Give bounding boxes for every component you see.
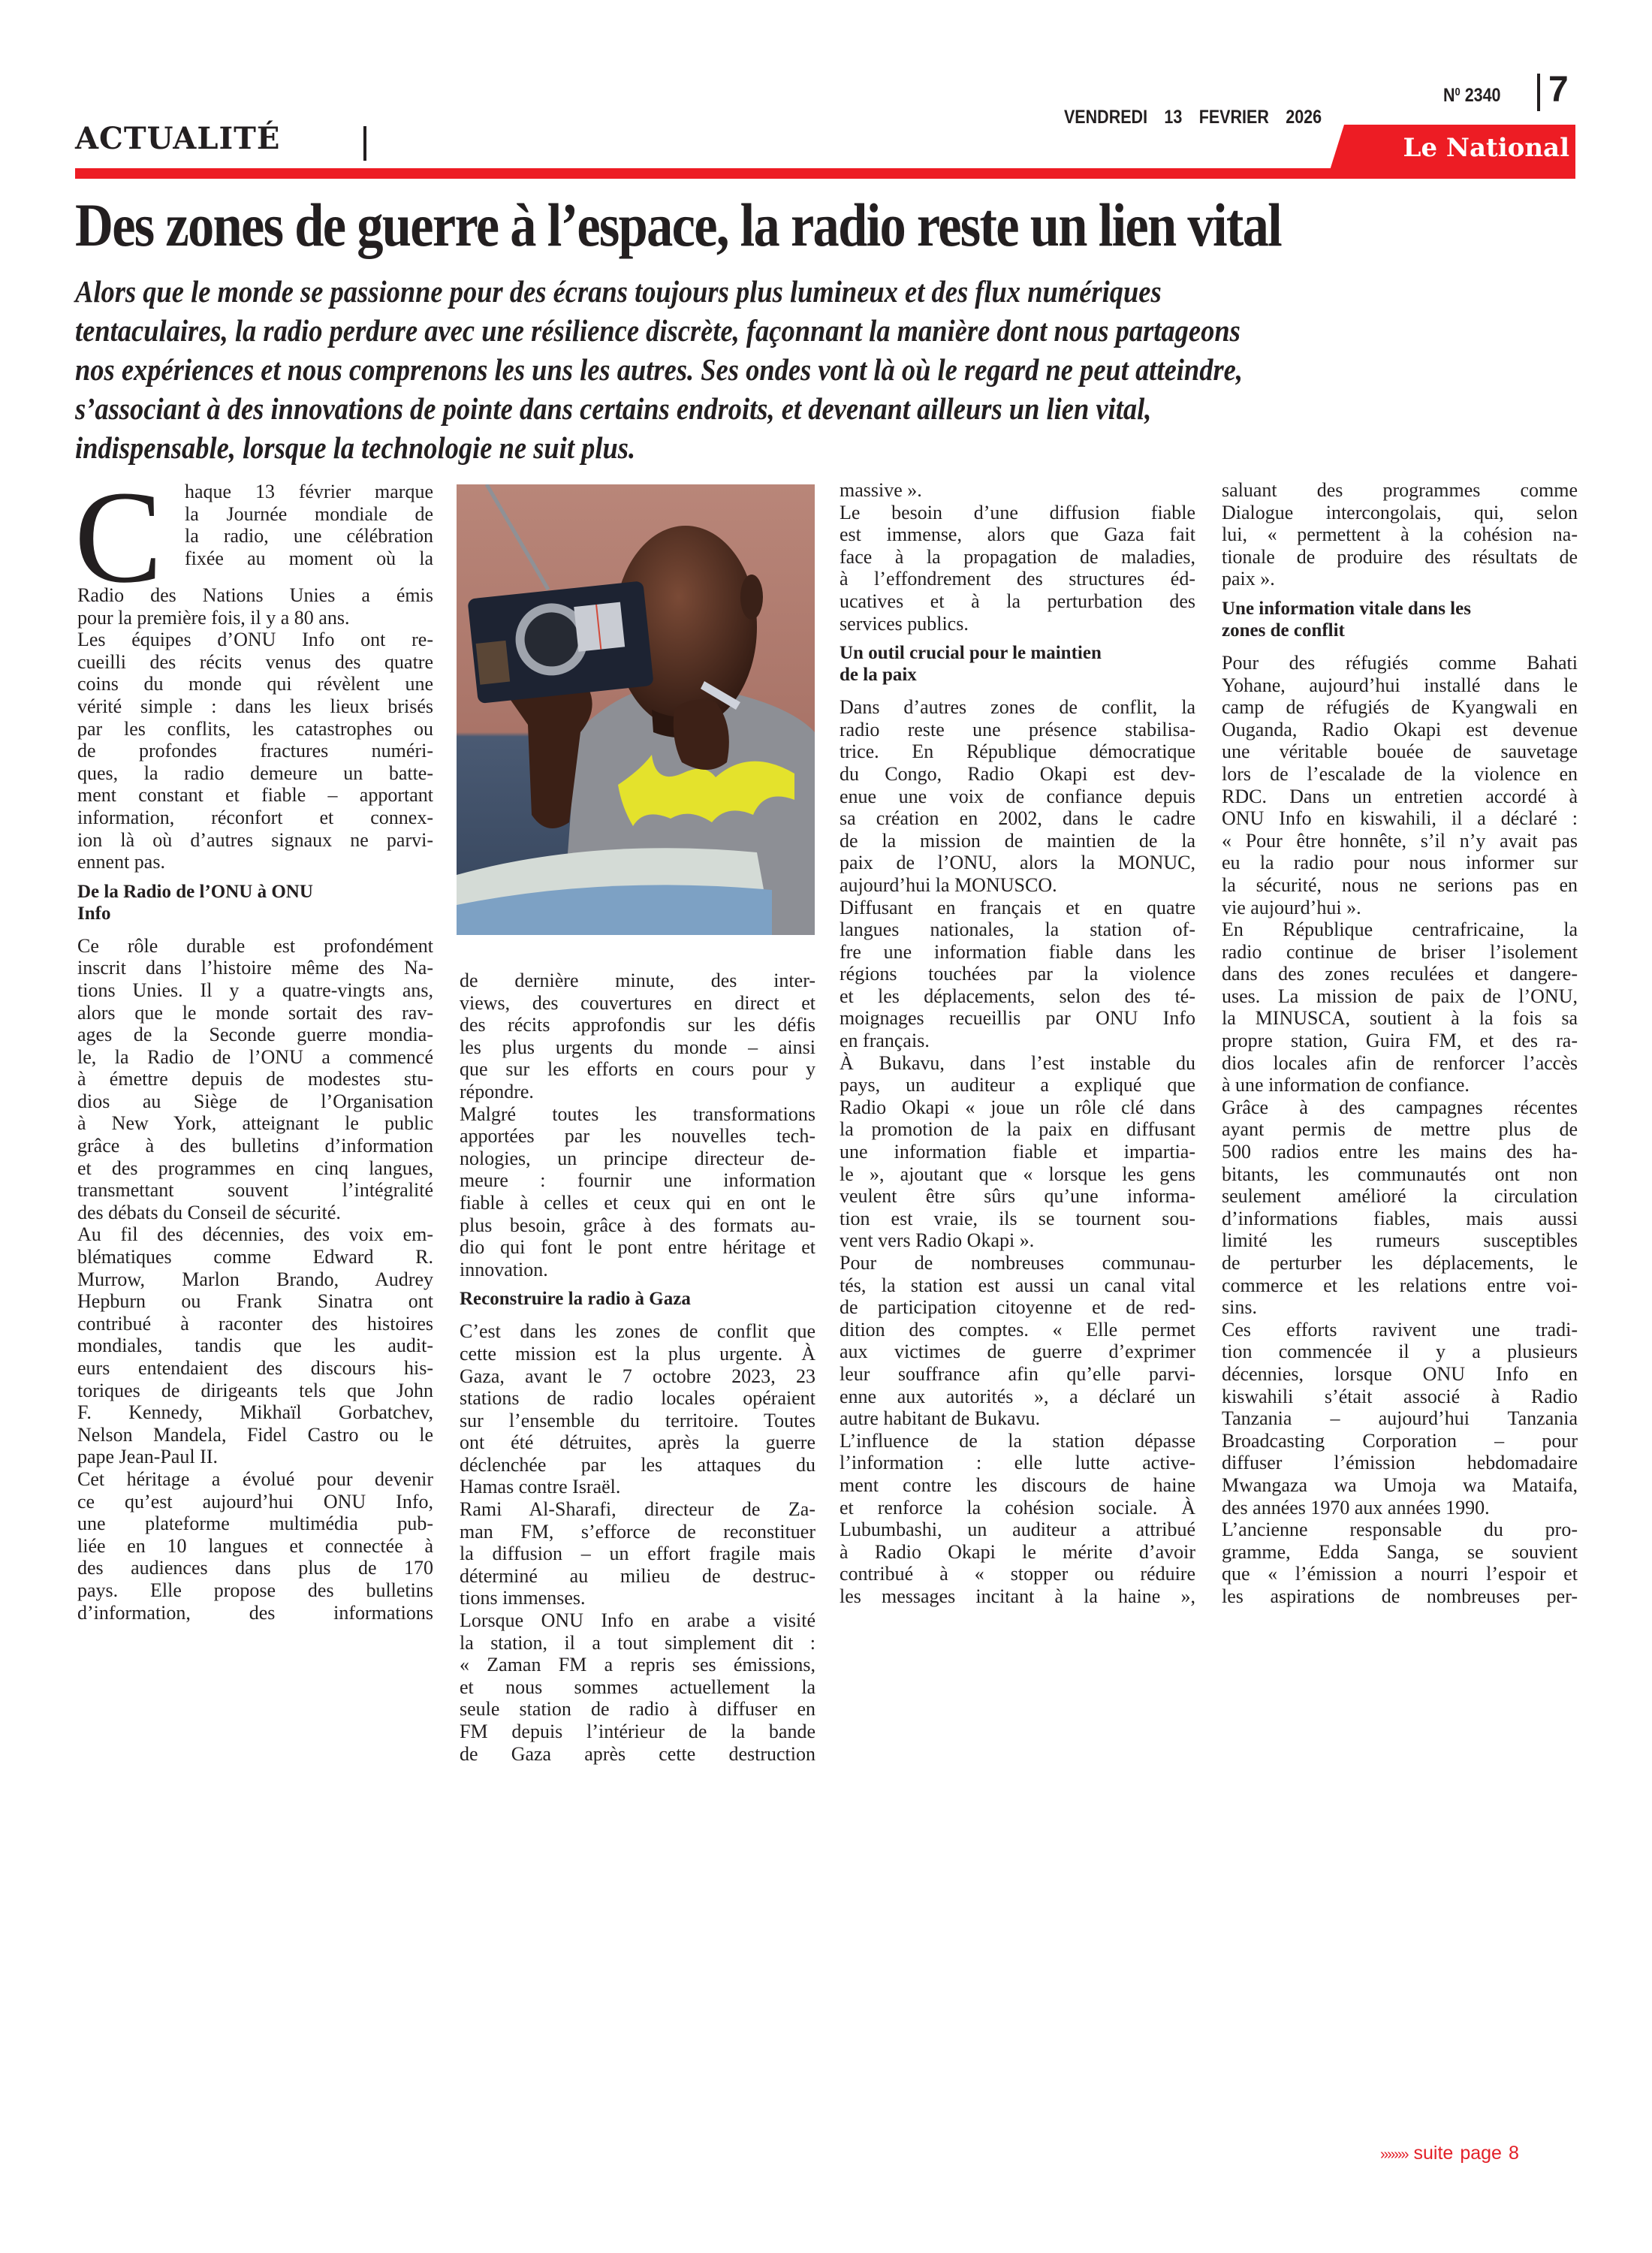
section-divider xyxy=(363,126,366,161)
text-line: Lubumbashi, un auditeur a attribué xyxy=(840,1519,1195,1541)
text-line: Diffusant en français et en quatre xyxy=(840,896,1195,918)
lead-line: indispensable, lorsque la technologie ne suit plus. xyxy=(75,430,636,465)
text-line: Nelson Mandela, Fidel Castro ou le xyxy=(77,1423,433,1446)
text-line: les plus urgents du monde – ainsi xyxy=(460,1036,815,1058)
text-line: la station, il a tout simplement dit : xyxy=(460,1631,815,1654)
text-line: veulent être sûrs qu’une informa- xyxy=(840,1185,1195,1208)
text-line: le », ajoutant que « lorsque les gens xyxy=(840,1163,1195,1185)
text-line: limité les rumeurs susceptibles xyxy=(1222,1229,1578,1252)
paragraph xyxy=(1222,1319,1578,1519)
text-line: stations de radio locales opéraient xyxy=(460,1387,815,1410)
text-line: liée en 10 langues et connectée à xyxy=(77,1534,433,1557)
text-line: fixée au moment où la xyxy=(185,547,433,569)
paragraph xyxy=(1222,479,1578,590)
text-line: fiable à celles et ceux qui en ont le xyxy=(460,1191,815,1214)
text-line: ce qu’est aujourd’hui ONU Info, xyxy=(77,1490,433,1513)
text-line: ucatives et à la perturbation des xyxy=(840,590,1195,612)
text-line: transmettant souvent l’intégralité xyxy=(77,1179,433,1202)
text-line: Les équipes d’ONU Info ont re- xyxy=(77,629,433,651)
text-line: nologies, un principe directeur de- xyxy=(460,1147,815,1169)
text-line: par les conflits, les catastrophes ou xyxy=(77,717,433,740)
paragraph xyxy=(1222,652,1578,918)
article-headline: Des zones de guerre à l’espace, la radio reste un lien vital xyxy=(75,191,1282,259)
text-line: Broadcasting Corporation – pour xyxy=(1222,1429,1578,1452)
paragraph xyxy=(840,1252,1195,1430)
text-line: trice. En République démocratique xyxy=(840,740,1195,763)
text-line: de la paix xyxy=(840,665,917,686)
text-line: une information fiable et impartia- xyxy=(840,1141,1195,1163)
text-line: seulement amélioré la circulation xyxy=(1222,1185,1578,1208)
text-line: gramme, Edda Sanga, se souvient xyxy=(1222,1540,1578,1563)
text-line: en français. xyxy=(840,1030,930,1052)
text-line: massive ». xyxy=(840,479,922,501)
text-line: Pour des réfugiés comme Bahati xyxy=(1222,651,1578,674)
text-line: Radio des Nations Unies a émis xyxy=(77,584,433,606)
text-line: vie aujourd’hui ». xyxy=(1222,896,1361,918)
section-label: ACTUALITÉ xyxy=(75,121,281,156)
article-column-3 xyxy=(840,479,1195,1608)
text-line: que « l’émission a nourri l’espoir et xyxy=(1222,1563,1578,1585)
text-line: FM depuis l’intérieur de la bande xyxy=(460,1721,815,1742)
text-line: de participation citoyenne et de red- xyxy=(840,1296,1195,1319)
text-line: mondiales, tandis que les audit- xyxy=(77,1335,433,1357)
text-line: tion commencée il y a plusieurs xyxy=(1222,1341,1578,1363)
text-line: man FM, s’efforce de reconstituer xyxy=(460,1520,815,1543)
text-line: Ces efforts ravivent une tradi- xyxy=(1222,1318,1578,1341)
text-line: meure : fournir une information xyxy=(460,1169,815,1192)
text-line: cette mission est la plus urgente. À xyxy=(460,1342,815,1365)
text-line: le, la Radio de l’ONU a commencé xyxy=(77,1045,433,1068)
text-line: la diffusion – un effort fragile mais xyxy=(460,1543,815,1565)
text-line: une plateforme multimédia pub- xyxy=(77,1513,433,1535)
text-line: Au fil des décennies, des voix em- xyxy=(77,1223,433,1246)
text-line: ques, la radio demeure un batte- xyxy=(77,762,433,784)
text-line: Une information vitale dans les xyxy=(1222,598,1471,619)
text-line: à émettre depuis de modestes stu- xyxy=(77,1068,433,1090)
text-line: innovation. xyxy=(460,1258,548,1280)
text-line: Dans d’autres zones de conflit, la xyxy=(840,696,1195,719)
text-line: alors que le monde sortait des rav- xyxy=(77,1001,433,1024)
text-line: des audiences dans plus de 170 xyxy=(77,1557,433,1579)
text-line: tion est vraie, ils se tournent sou- xyxy=(840,1207,1195,1229)
continued-word: suite xyxy=(1413,2143,1454,2164)
text-line: ont été détruites, après la guerre xyxy=(460,1431,815,1454)
text-line: autre habitant de Bukavu. xyxy=(840,1407,1041,1430)
text-line: des débats du Conseil de sécurité. xyxy=(77,1201,341,1223)
paragraph xyxy=(1222,918,1578,1096)
text-line: aujourd’hui la MONUSCO. xyxy=(840,873,1057,896)
paragraph xyxy=(77,1468,433,1624)
text-line: lui, « permettent à la cohésion na- xyxy=(1222,523,1578,546)
text-line: blématiques comme Edward R. xyxy=(77,1246,433,1268)
text-line: radio continue de briser l’isolement xyxy=(1222,940,1578,963)
text-line: Reconstruire la radio à Gaza xyxy=(460,1289,691,1310)
text-line: des récits approfondis sur les défis xyxy=(460,1014,815,1036)
publication-name: Le National xyxy=(1403,133,1569,163)
paragraph xyxy=(840,1430,1195,1608)
text-line: L’influence de la station dépasse xyxy=(840,1429,1195,1452)
lead-line: nos expériences et nous comprenons les uns les autres. Ses ondes vont là où le regard ne peut atteindre, xyxy=(75,352,1243,387)
text-line: coins du monde qui révèlent une xyxy=(77,673,433,695)
text-line: de Gaza après cette destruction xyxy=(460,1742,815,1765)
article-column-4 xyxy=(1222,479,1578,1608)
text-line: du Congo, Radio Okapi est dev- xyxy=(840,762,1195,785)
text-line: moignages recueillis par ONU Info xyxy=(840,1007,1195,1030)
paragraph xyxy=(840,1052,1195,1252)
continued-page-number: 8 xyxy=(1508,2143,1519,2164)
text-line: views, des couvertures en direct et xyxy=(460,991,815,1014)
text-line: de dernière minute, des inter- xyxy=(460,970,815,991)
page-word: page xyxy=(1460,2143,1502,2164)
text-line: radio reste une présence stabilisa- xyxy=(840,718,1195,740)
text-line: dios locales afin de renforcer l’accès xyxy=(1222,1051,1578,1074)
text-line: lors de l’escalade de la violence en xyxy=(1222,762,1578,785)
text-line: l’information : elle lutte active- xyxy=(840,1452,1195,1474)
text-line: « Zaman FM a repris ses émissions, xyxy=(460,1654,815,1676)
text-line: cueilli des récits venus des quatre xyxy=(77,650,433,673)
paragraph xyxy=(1222,1519,1578,1607)
text-line: commerce et les relations entre voi- xyxy=(1222,1274,1578,1296)
text-line: la MINUSCA, soutient à la fois sa xyxy=(1222,1007,1578,1030)
text-line: pour la première fois, il y a 80 ans. xyxy=(77,606,350,629)
text-line: ayant permis de mettre plus de xyxy=(1222,1118,1578,1141)
text-line: de la mission de maintien de la xyxy=(840,829,1195,852)
paragraph xyxy=(460,1103,815,1281)
text-line: leur souffrance afin qu’elle parvi- xyxy=(840,1362,1195,1385)
text-line: ages de la Seconde guerre mondia- xyxy=(77,1024,433,1046)
text-line: plus besoin, grâce à des formats au- xyxy=(460,1214,815,1236)
text-line: Rami Al-Sharafi, directeur de Za- xyxy=(460,1498,815,1521)
text-line: tés, la station est aussi un canal vital xyxy=(840,1274,1195,1296)
text-line: de profondes fractures numéri- xyxy=(77,740,433,762)
text-line: déterminé au milieu de destruc- xyxy=(460,1564,815,1587)
text-line: Info xyxy=(77,903,111,924)
text-line: paix ». xyxy=(1222,568,1275,590)
lead-line: s’associant à des innovations de pointe dans certains endroits, et devenant ailleurs un lien vital, xyxy=(75,391,1152,426)
text-line: et les déplacements, selon des té- xyxy=(840,985,1195,1007)
text-line: L’ancienne responsable du pro- xyxy=(1222,1519,1578,1541)
subheading-gaza xyxy=(460,1288,815,1310)
text-line: zones de conflit xyxy=(1222,620,1345,641)
issue-value: 2340 xyxy=(1464,85,1501,106)
text-line: à une information de confiance. xyxy=(1222,1074,1470,1096)
text-line: et nous sommes actuellement la xyxy=(460,1675,815,1698)
paragraph xyxy=(460,970,815,1103)
text-line: kiswahili s’était associé à Radio xyxy=(1222,1385,1578,1407)
text-line: ment contre les discours de haine xyxy=(840,1473,1195,1496)
text-line: répondre. xyxy=(460,1080,534,1102)
text-line: ion là où d’autres signaux ne parvi- xyxy=(77,828,433,851)
paragraph xyxy=(840,502,1195,635)
text-line: face à la propagation de maladies, xyxy=(840,545,1195,568)
text-line: langues nationales, la station of- xyxy=(840,918,1195,941)
text-line: d’informations fiables, mais aussi xyxy=(1222,1207,1578,1229)
text-line: tions Unies. Il y a quatre-vingts ans, xyxy=(77,979,433,1001)
text-line: à Radio Okapi le mérite d’avoir xyxy=(840,1540,1195,1563)
text-line: À Bukavu, dans l’est instable du xyxy=(840,1051,1195,1074)
text-line: paix de l’ONU, alors la MONUC, xyxy=(840,852,1195,874)
article-column-2 xyxy=(460,970,815,1765)
text-line: uses. La mission de paix de l’ONU, xyxy=(1222,985,1578,1007)
text-line: haque 13 février marque xyxy=(185,481,433,502)
paragraph xyxy=(77,935,433,1224)
text-line: Cet héritage a évolué pour devenir xyxy=(77,1467,433,1490)
text-line: apportées par les nouvelles tech- xyxy=(460,1125,815,1148)
text-line: Radio Okapi « joue un rôle clé dans xyxy=(840,1096,1195,1118)
text-line: C’est dans les zones de conflit que xyxy=(460,1320,815,1343)
text-line: Mwangaza wa Umoja wa Mataifa, xyxy=(1222,1473,1578,1496)
text-line: saluant des programmes comme xyxy=(1222,479,1578,501)
text-line: Dialogue intercongolais, qui, selon xyxy=(1222,501,1578,523)
text-line: Le besoin d’une diffusion fiable xyxy=(840,501,1195,523)
double-chevron-right-icon: »»»» xyxy=(1380,2146,1408,2163)
text-line: F. Kennedy, Mikhaïl Gorbatchev, xyxy=(77,1401,433,1424)
article-photo xyxy=(457,484,815,935)
text-line: inscrit dans l’histoire même des Na- xyxy=(77,957,433,979)
lead-line: Alors que le monde se passionne pour des écrans toujours plus lumineux et des flux numériques xyxy=(75,274,1162,309)
paragraph xyxy=(460,1320,815,1498)
text-line: Hepburn ou Frank Sinatra ont xyxy=(77,1290,433,1313)
text-line: pays, un auditeur a expliqué que xyxy=(840,1074,1195,1096)
text-line: information, réconfort et connex- xyxy=(77,806,433,828)
text-line: et des programmes en cinq langues, xyxy=(77,1157,433,1179)
article-lead xyxy=(75,272,1545,467)
text-line: que sur les efforts en cours pour y xyxy=(460,1058,815,1081)
text-line: seule station de radio à diffuser en xyxy=(460,1698,815,1721)
text-line: est immense, alors que Gaza fait xyxy=(840,523,1195,546)
text-line: eurs entendaient des discours his- xyxy=(77,1357,433,1379)
text-line: Ouganda, Radio Okapi est devenue xyxy=(1222,718,1578,740)
text-line: De la Radio de l’ONU à ONU xyxy=(77,881,313,902)
text-line: tions immenses. xyxy=(460,1587,586,1609)
text-line: services publics. xyxy=(840,612,969,635)
text-line: « Pour être honnête, s’il n’y avait pas xyxy=(1222,829,1578,852)
text-line: aux victimes de guerre d’exprimer xyxy=(840,1341,1195,1363)
text-line: enue une voix de confiance depuis xyxy=(840,785,1195,807)
text-line: la Journée mondiale de xyxy=(185,502,433,525)
text-line: toriques de dirigeants tels que John xyxy=(77,1379,433,1401)
text-line: Ce rôle durable est profondément xyxy=(77,934,433,957)
text-line: grâce à des bulletins d’information xyxy=(77,1135,433,1157)
text-line: fre une information fiable dans les xyxy=(840,940,1195,963)
text-line: Gaza, avant le 7 octobre 2023, 23 xyxy=(460,1365,815,1387)
text-line: dans des zones reculées et dangere- xyxy=(1222,963,1578,985)
text-line: tionale de produire des résultats de xyxy=(1222,545,1578,568)
text-line: contribué à raconter des histoires xyxy=(77,1312,433,1335)
text-line: des années 1970 aux années 1990. xyxy=(1222,1496,1490,1519)
text-line: En République centrafricaine, la xyxy=(1222,918,1578,941)
text-line: Yohane, aujourd’hui installé dans le xyxy=(1222,674,1578,696)
header-red-rule xyxy=(75,168,1575,179)
text-line: la radio, une célébration xyxy=(185,525,433,547)
paragraph xyxy=(840,479,1195,502)
text-line: la sécurité, nous ne serions pas en xyxy=(1222,873,1578,896)
lead-line: tentaculaires, la radio perdure avec une résilience discrète, façonnant la manière dont nous partageons xyxy=(75,313,1241,348)
text-line: les messages incitant à la haine », xyxy=(840,1585,1195,1607)
continued-on-page-link[interactable] xyxy=(1380,2143,1519,2164)
paragraph xyxy=(460,1609,815,1765)
text-line: et renforce la cohésion sociale. À xyxy=(840,1496,1195,1519)
issue-number xyxy=(1443,85,1501,107)
text-line: Un outil crucial pour le maintien xyxy=(840,643,1102,664)
date-year: 2026 xyxy=(1286,107,1322,128)
text-line: pays. Elle propose des bulletins xyxy=(77,1579,433,1601)
page-number-divider xyxy=(1537,74,1540,111)
issue-date xyxy=(1055,85,1322,128)
text-line: sur l’ensemble du territoire. Toutes xyxy=(460,1409,815,1431)
paragraph xyxy=(1222,1096,1578,1319)
text-line: contribué à « stopper ou réduire xyxy=(840,1563,1195,1585)
issue-prefix: N xyxy=(1443,85,1455,106)
subheading-maintien-paix xyxy=(840,642,1195,686)
text-line: Pour de nombreuses communau- xyxy=(840,1252,1195,1274)
drop-cap: C xyxy=(74,464,163,611)
text-line: ONU Info en kiswahili, il a déclaré : xyxy=(1222,807,1578,830)
article-column-1 xyxy=(74,464,433,1624)
text-line: camp de réfugiés de Kyangwali en xyxy=(1222,696,1578,719)
text-line: Grâce à des campagnes récentes xyxy=(1222,1096,1578,1118)
text-line: dios au Siège de l’Organisation xyxy=(77,1090,433,1112)
text-line: sins. xyxy=(1222,1296,1257,1319)
page-number: 7 xyxy=(1548,70,1569,110)
text-line: eu la radio pour nous informer sur xyxy=(1222,852,1578,874)
text-line: Malgré toutes les transformations xyxy=(460,1102,815,1125)
text-line: de perturber les déplacements, le xyxy=(1222,1252,1578,1274)
text-line: diffuser l’émission hebdomadaire xyxy=(1222,1452,1578,1474)
text-line: déclenchée par les attaques du xyxy=(460,1453,815,1476)
paragraph xyxy=(840,696,1195,896)
text-line: décennies, lorsque ONU Info en xyxy=(1222,1362,1578,1385)
text-line: d’information, des informations xyxy=(77,1601,433,1624)
text-line: bitants, les communautés ont non xyxy=(1222,1163,1578,1185)
text-line: les aspirations de nombreuses per- xyxy=(1222,1585,1578,1607)
text-line: une véritable bouée de sauvetage xyxy=(1222,740,1578,763)
subheading-radio-onu xyxy=(77,881,433,924)
text-line: la promotion de la paix en diffusant xyxy=(840,1118,1195,1141)
paragraph xyxy=(77,1223,433,1468)
text-line: ennent pas. xyxy=(77,851,165,873)
text-line: à l’effondrement des structures éd- xyxy=(840,568,1195,590)
text-line: à New York, atteignant le public xyxy=(77,1112,433,1135)
text-line: sa création en 2002, dans le cadre xyxy=(840,807,1195,830)
text-line: ment constant et fiable – apportant xyxy=(77,784,433,807)
text-line: Hamas contre Israël. xyxy=(460,1476,621,1498)
text-line: vérité simple : dans les lieux brisés xyxy=(77,695,433,717)
paragraph xyxy=(460,1498,815,1609)
text-line: régions touchées par la violence xyxy=(840,963,1195,985)
text-line: enne aux autorités », a déclaré un xyxy=(840,1385,1195,1407)
photo-radio-boy-icon xyxy=(457,484,815,935)
date-day: VENDREDI xyxy=(1063,107,1148,128)
text-line: propre station, Guira FM, et des ra- xyxy=(1222,1030,1578,1052)
text-line: pape Jean-Paul II. xyxy=(77,1446,218,1468)
subheading-zones-conflit xyxy=(1222,598,1578,641)
text-line: dition des comptes. « Elle permet xyxy=(840,1318,1195,1341)
date-month: FEVRIER xyxy=(1198,107,1269,128)
paragraph xyxy=(840,897,1195,1052)
text-line: vent vers Radio Okapi ». xyxy=(840,1229,1035,1252)
text-line: RDC. Dans un entretien accordé à xyxy=(1222,785,1578,807)
text-line: dio qui font le pont entre héritage et xyxy=(460,1236,815,1259)
text-line: Lorsque ONU Info en arabe a visité xyxy=(460,1609,815,1632)
text-line: 500 radios entre les mains des ha- xyxy=(1222,1141,1578,1163)
text-line: Murrow, Marlon Brando, Audrey xyxy=(77,1268,433,1290)
text-line: Tanzania – aujourd’hui Tanzania xyxy=(1222,1407,1578,1430)
issue-sup: 0 xyxy=(1455,86,1461,98)
date-number: 13 xyxy=(1164,107,1183,128)
paragraph xyxy=(77,629,433,873)
